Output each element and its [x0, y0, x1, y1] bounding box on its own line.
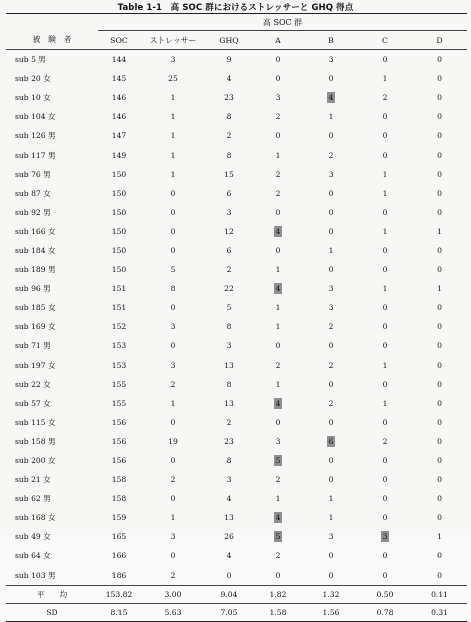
value-cell: 1	[170, 131, 176, 141]
subject-cell: sub 49 女	[15, 532, 51, 542]
value-cell: 23	[224, 436, 234, 446]
value-cell: 145	[111, 74, 127, 84]
value-cell: 2	[226, 265, 232, 275]
value-cell: 0	[382, 112, 388, 122]
value-cell: 1	[170, 513, 176, 523]
subject-cell: sub 62 男	[15, 494, 51, 504]
value-cell: 1	[170, 112, 176, 122]
value-cell: 165	[111, 532, 127, 542]
value-cell: 0	[437, 551, 442, 561]
table-row	[6, 336, 467, 355]
value-cell: 4	[226, 494, 232, 504]
value-cell: 155	[111, 398, 127, 408]
value-cell: 0	[437, 303, 442, 313]
value-cell: 0	[437, 245, 442, 255]
value-cell: 6	[226, 188, 232, 198]
value-cell: 0	[328, 475, 334, 485]
table-row	[6, 470, 467, 489]
value-cell: 0	[382, 513, 388, 523]
table-row	[6, 546, 467, 565]
footer-value: 0.78	[358, 603, 412, 621]
value-cell	[252, 394, 304, 413]
footer-value: 0.11	[412, 585, 467, 603]
value-cell: 8	[226, 112, 232, 122]
table-title: Table 1-1 高 SOC 群におけるストレッサーと GHQ 得点	[117, 3, 354, 13]
subject-cell: sub 64 女	[15, 551, 51, 561]
value-cell: 156	[111, 436, 127, 446]
value-cell: 8	[226, 456, 232, 466]
value-cell: 0	[437, 475, 442, 485]
value-cell: 1	[328, 112, 334, 122]
value-cell: 156	[111, 456, 127, 466]
value-cell: 1	[437, 532, 442, 542]
table-row	[6, 508, 467, 527]
subject-cell: sub 197 女	[15, 360, 56, 370]
value-cell: 1	[437, 226, 442, 236]
value-cell: 0	[275, 74, 281, 84]
value-cell: 0	[170, 245, 176, 255]
subject-cell: sub 96 男	[15, 284, 51, 294]
table-row	[6, 222, 467, 241]
value-cell: 0	[275, 570, 281, 580]
value-cell: 0	[437, 150, 442, 160]
value-cell: 0	[275, 341, 281, 351]
data-table	[6, 13, 467, 622]
value-cell: 166	[111, 551, 127, 561]
value-cell: 152	[111, 322, 127, 332]
value-cell: 150	[111, 265, 127, 275]
value-cell: 0	[328, 74, 334, 84]
subject-cell: sub 57 女	[15, 398, 51, 408]
value-cell: 0	[328, 207, 334, 217]
value-cell: 3	[170, 532, 176, 542]
value-cell: 0	[437, 112, 442, 122]
value-cell: 8	[226, 322, 232, 332]
value-cell: 23	[224, 93, 234, 103]
value-cell	[252, 508, 304, 527]
value-cell: 1	[275, 303, 281, 313]
table-row	[6, 184, 467, 203]
value-cell: 2	[328, 398, 334, 408]
value-cell: 3	[170, 55, 176, 65]
value-cell: 0	[170, 494, 176, 504]
highlighted-value: 4	[275, 284, 281, 294]
value-cell: 0	[437, 456, 442, 466]
value-cell: 0	[328, 456, 334, 466]
highlighted-value: 4	[275, 398, 281, 408]
value-cell: 0	[226, 570, 232, 580]
value-cell: 155	[111, 379, 127, 389]
value-cell: 4	[226, 74, 232, 84]
value-cell: 0	[437, 360, 442, 370]
value-cell: 159	[111, 513, 127, 523]
subject-cell: sub 200 女	[15, 456, 56, 466]
value-cell: 2	[328, 322, 334, 332]
value-cell: 0	[328, 551, 334, 561]
value-cell: 13	[224, 513, 234, 523]
footer-label: SD	[6, 603, 98, 621]
subject-cell: sub 169 女	[15, 322, 56, 332]
value-cell: 3	[328, 532, 334, 542]
table-row	[6, 451, 467, 470]
subject-cell: sub 166 女	[15, 226, 56, 236]
value-cell: 0	[437, 74, 442, 84]
value-cell: 0	[382, 570, 388, 580]
table-row	[6, 88, 467, 107]
group-header-row	[6, 14, 467, 31]
column-header-row	[6, 31, 467, 50]
table-row	[6, 432, 467, 451]
table-row	[6, 165, 467, 184]
value-cell: 0	[275, 207, 281, 217]
value-cell: 1	[382, 169, 388, 179]
value-cell: 0	[437, 494, 442, 504]
subject-cell: sub 184 女	[15, 245, 56, 255]
value-cell: 0	[328, 226, 334, 236]
value-cell: 22	[224, 284, 234, 294]
value-cell: 3	[328, 169, 334, 179]
value-cell: 0	[382, 456, 388, 466]
subject-cell: sub 21 女	[15, 475, 51, 485]
highlighted-value: 5	[275, 456, 281, 466]
value-cell: 0	[275, 417, 281, 427]
value-cell: 3	[170, 322, 176, 332]
table-row	[6, 279, 467, 298]
value-cell	[304, 88, 358, 107]
value-cell: 0	[382, 551, 388, 561]
value-cell: 0	[437, 417, 442, 427]
value-cell: 0	[382, 207, 388, 217]
value-cell: 2	[275, 551, 281, 561]
value-cell: 3	[275, 436, 281, 446]
table-row	[6, 260, 467, 279]
value-cell: 150	[111, 188, 127, 198]
col-header-b: B	[304, 31, 358, 50]
subject-cell: sub 103 男	[15, 570, 56, 580]
value-cell: 2	[275, 360, 281, 370]
value-cell: 0	[382, 322, 388, 332]
subject-cell: sub 71 男	[15, 341, 51, 351]
value-cell	[252, 451, 304, 470]
value-cell: 0	[170, 188, 176, 198]
subject-cell: sub 185 女	[15, 303, 56, 313]
footer-value: 1.56	[304, 603, 358, 621]
value-cell: 1	[275, 150, 281, 160]
value-cell: 1	[382, 74, 388, 84]
value-cell: 0	[437, 513, 442, 523]
table-row	[6, 489, 467, 508]
value-cell: 1	[275, 265, 281, 275]
table-row	[6, 527, 467, 546]
table-row	[6, 298, 467, 317]
value-cell: 1	[382, 284, 388, 294]
highlighted-value: 6	[328, 436, 334, 446]
value-cell: 1	[275, 379, 281, 389]
value-cell: 1	[328, 513, 334, 523]
table-row	[6, 69, 467, 88]
value-cell: 0	[437, 341, 442, 351]
value-cell: 0	[437, 436, 442, 446]
footer-value: 5.63	[140, 603, 206, 621]
value-cell: 1	[170, 150, 176, 160]
value-cell: 0	[170, 303, 176, 313]
value-cell: 0	[382, 265, 388, 275]
value-cell: 147	[111, 131, 127, 141]
subject-cell: sub 115 女	[15, 417, 56, 427]
value-cell: 0	[275, 245, 281, 255]
value-cell: 150	[111, 207, 127, 217]
value-cell: 0	[382, 131, 388, 141]
value-cell: 0	[437, 207, 442, 217]
col-header-d: D	[412, 31, 467, 50]
value-cell: 0	[437, 131, 442, 141]
value-cell: 3	[328, 303, 334, 313]
table-row	[6, 356, 467, 375]
table-row	[6, 317, 467, 336]
subject-cell: sub 10 女	[15, 93, 51, 103]
footer-value: 9.04	[206, 585, 252, 603]
footer-value: 153.82	[98, 585, 140, 603]
value-cell: 3	[226, 207, 232, 217]
value-cell	[252, 222, 304, 241]
subject-cell: sub 168 女	[15, 513, 56, 523]
value-cell: 146	[111, 93, 127, 103]
table-row	[6, 126, 467, 145]
value-cell: 0	[382, 417, 388, 427]
value-cell: 0	[382, 475, 388, 485]
table-row	[6, 203, 467, 222]
value-cell: 15	[224, 169, 234, 179]
footer-value: 8.15	[98, 603, 140, 621]
value-cell: 0	[382, 150, 388, 160]
subject-cell: sub 117 男	[15, 150, 56, 160]
value-cell: 3	[275, 93, 281, 103]
footer-value: 3.00	[140, 585, 206, 603]
subject-cell: sub 22 女	[15, 379, 51, 389]
table-row	[6, 566, 467, 586]
table-row	[6, 413, 467, 432]
value-cell: 0	[170, 341, 176, 351]
value-cell: 1	[382, 360, 388, 370]
value-cell: 5	[170, 265, 176, 275]
subject-cell: sub 76 男	[15, 169, 51, 179]
value-cell: 2	[170, 475, 176, 485]
value-cell: 2	[226, 417, 232, 427]
table-row	[6, 107, 467, 126]
value-cell: 144	[111, 55, 127, 65]
value-cell: 3	[328, 284, 334, 294]
value-cell: 0	[328, 188, 334, 198]
value-cell	[252, 279, 304, 298]
value-cell	[358, 527, 412, 546]
value-cell: 3	[328, 55, 334, 65]
subject-cell: sub 189 男	[15, 265, 56, 275]
value-cell: 0	[437, 570, 442, 580]
value-cell: 9	[226, 55, 232, 65]
value-cell	[252, 527, 304, 546]
subject-cell: sub 92 男	[15, 207, 51, 217]
table-row	[6, 375, 467, 394]
value-cell: 0	[437, 169, 442, 179]
value-cell: 0	[437, 55, 442, 65]
value-cell: 5	[226, 303, 232, 313]
value-cell: 156	[111, 417, 127, 427]
value-cell: 1	[382, 226, 388, 236]
value-cell: 158	[111, 494, 127, 504]
value-cell: 0	[275, 131, 281, 141]
value-cell: 2	[328, 360, 334, 370]
mean-row	[6, 585, 467, 603]
value-cell: 19	[168, 436, 178, 446]
col-header-a: A	[252, 31, 304, 50]
value-cell: 2	[382, 436, 388, 446]
value-cell: 1	[382, 398, 388, 408]
value-cell: 0	[382, 341, 388, 351]
value-cell: 0	[170, 226, 176, 236]
value-cell: 0	[382, 303, 388, 313]
group-header: 高 SOC 群	[98, 14, 467, 31]
value-cell: 2	[275, 112, 281, 122]
col-header-stressor: ストレッサー	[140, 31, 206, 50]
value-cell: 0	[437, 93, 442, 103]
highlighted-value: 4	[275, 513, 281, 523]
value-cell: 8	[170, 284, 176, 294]
footer-label: 平 均	[6, 585, 98, 603]
subject-cell: sub 20 女	[15, 74, 51, 84]
value-cell: 0	[328, 265, 334, 275]
table-row	[6, 394, 467, 413]
value-cell: 2	[275, 169, 281, 179]
value-cell: 150	[111, 169, 127, 179]
value-cell: 153	[111, 341, 127, 351]
value-cell: 2	[328, 150, 334, 160]
value-cell: 1	[275, 322, 281, 332]
value-cell: 151	[111, 303, 127, 313]
highlighted-value: 3	[382, 532, 388, 542]
value-cell: 12	[224, 226, 234, 236]
value-cell: 0	[328, 341, 334, 351]
value-cell: 3	[226, 475, 232, 485]
value-cell: 0	[328, 417, 334, 427]
value-cell: 0	[170, 551, 176, 561]
value-cell: 2	[382, 93, 388, 103]
col-header-c: C	[358, 31, 412, 50]
table-row	[6, 50, 467, 70]
value-cell: 13	[224, 360, 234, 370]
value-cell: 186	[111, 570, 127, 580]
col-header-subject: 被 験 者	[6, 31, 98, 50]
value-cell: 2	[275, 475, 281, 485]
subject-cell: sub 87 女	[15, 188, 51, 198]
value-cell: 0	[382, 379, 388, 389]
value-cell: 1	[275, 494, 281, 504]
value-cell: 150	[111, 245, 127, 255]
table-row	[6, 145, 467, 164]
value-cell: 25	[168, 74, 178, 84]
col-header-soc: SOC	[98, 31, 140, 50]
value-cell: 3	[226, 341, 232, 351]
value-cell: 0	[437, 398, 442, 408]
subject-cell: sub 158 男	[15, 436, 56, 446]
value-cell: 151	[111, 284, 127, 294]
footer-value: 7.05	[206, 603, 252, 621]
value-cell: 0	[170, 207, 176, 217]
value-cell: 0	[382, 494, 388, 504]
value-cell: 158	[111, 475, 127, 485]
value-cell: 1	[328, 245, 334, 255]
footer-value: 0.50	[358, 585, 412, 603]
value-cell: 153	[111, 360, 127, 370]
value-cell	[304, 432, 358, 451]
value-cell: 0	[437, 322, 442, 332]
highlighted-value: 4	[275, 226, 281, 236]
value-cell: 6	[226, 245, 232, 255]
value-cell: 1	[170, 93, 176, 103]
value-cell: 149	[111, 150, 127, 160]
value-cell: 1	[382, 188, 388, 198]
value-cell: 2	[170, 570, 176, 580]
value-cell: 2	[170, 379, 176, 389]
value-cell: 3	[170, 360, 176, 370]
value-cell: 1	[170, 398, 176, 408]
value-cell: 150	[111, 226, 127, 236]
highlighted-value: 4	[328, 93, 334, 103]
highlighted-value: 5	[275, 532, 281, 542]
value-cell: 26	[224, 532, 234, 542]
value-cell: 1	[328, 494, 334, 504]
sd-row	[6, 603, 467, 621]
value-cell: 146	[111, 112, 127, 122]
footer-value: 1.32	[304, 585, 358, 603]
value-cell: 0	[328, 570, 334, 580]
value-cell: 1	[437, 284, 442, 294]
value-cell: 4	[226, 551, 232, 561]
value-cell: 0	[328, 131, 334, 141]
value-cell: 0	[437, 265, 442, 275]
table-row	[6, 241, 467, 260]
value-cell: 0	[437, 379, 442, 389]
subject-cell: sub 126 男	[15, 131, 56, 141]
col-header-ghq: GHQ	[206, 31, 252, 50]
value-cell: 2	[226, 131, 232, 141]
value-cell: 0	[437, 188, 442, 198]
value-cell: 0	[170, 417, 176, 427]
value-cell: 2	[275, 188, 281, 198]
value-cell: 13	[224, 398, 234, 408]
subject-cell: sub 5 男	[15, 55, 46, 65]
value-cell: 0	[275, 55, 281, 65]
footer-value: 1.82	[252, 585, 304, 603]
value-cell: 0	[382, 55, 388, 65]
value-cell: 8	[226, 379, 232, 389]
value-cell: 0	[328, 379, 334, 389]
value-cell: 8	[226, 150, 232, 160]
footer-value: 1.58	[252, 603, 304, 621]
value-cell: 0	[170, 456, 176, 466]
value-cell: 1	[170, 169, 176, 179]
subject-cell: sub 104 女	[15, 112, 56, 122]
footer-value: 0.31	[412, 603, 467, 621]
value-cell: 0	[382, 245, 388, 255]
